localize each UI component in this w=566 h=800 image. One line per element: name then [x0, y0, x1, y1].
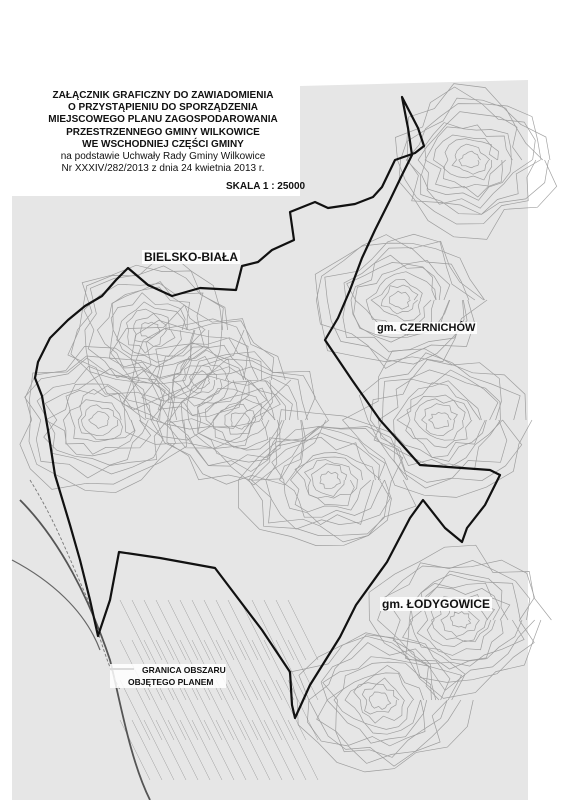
title-line-4: PRZESTRZENNEGO GMINY WILKOWICE [66, 126, 260, 138]
label-gm-lodygowice: gm. ŁODYGOWICE [382, 597, 490, 611]
legend-line-2: OBJĘTEGO PLANEM [128, 677, 214, 687]
title-line-1: ZAŁĄCZNIK GRAFICZNY DO ZAWIADOMIENIA [52, 90, 274, 101]
label-gm-czernichow: gm. CZERNICHÓW [377, 322, 476, 334]
title-line-2: O PRZYSTĄPIENIU DO SPORZĄDZENIA [67, 102, 258, 114]
map-legend [110, 664, 226, 688]
map-scale: SKALA 1 : 25000 [226, 181, 306, 192]
title-line-5: WE WSCHODNIEJ CZĘŚCI GMINY [82, 138, 244, 150]
map-title [18, 90, 308, 175]
legend-line-1: GRANICA OBSZARU [142, 665, 226, 675]
title-line-3: MIEJSCOWEGO PLANU ZAGOSPODAROWANIA [48, 114, 278, 126]
label-bielsko-biala: BIELSKO-BIAŁA [144, 250, 238, 264]
resolution-line-2: Nr XXXIV/282/2013 z dnia 24 kwietnia 2013 r. [61, 163, 265, 175]
resolution-line-1: na podstawie Uchwały Rady Gminy Wilkowice [60, 151, 266, 163]
